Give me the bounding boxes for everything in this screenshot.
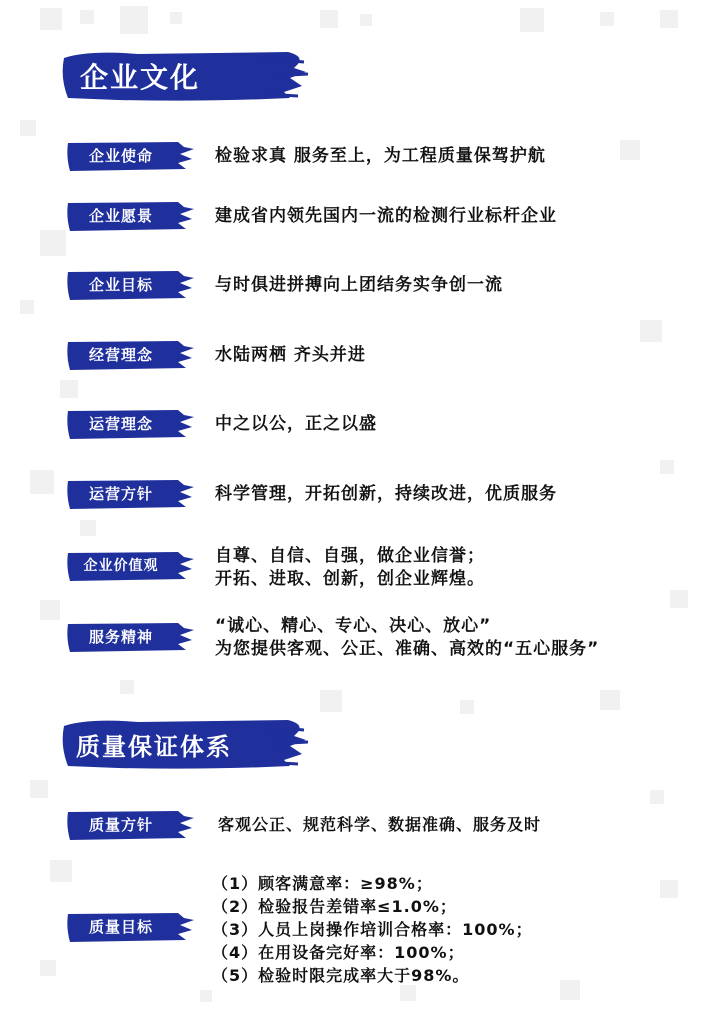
label-service-spirit: 服务精神 — [66, 620, 196, 654]
mission-text: 检验求真 服务至上，为工程质量保驾护航 — [215, 146, 546, 166]
goal-text: 与时俱进拼搏向上团结务实争创一流 — [215, 275, 503, 295]
culture-section-title — [58, 48, 308, 104]
service-spirit-text-line1: “诚心、精心、专心、决心、放心” — [215, 616, 492, 636]
quality-goal-list — [212, 872, 533, 987]
values-text-line2: 开拓、进取、创新，创企业辉煌。 — [215, 569, 485, 589]
label-values: 企业价值观 — [66, 549, 196, 583]
service-spirit-text-line2: 为您提供客观、公正、准确、高效的“五心服务” — [215, 639, 600, 659]
list-item: （3）人员上岗操作培训合格率：100%； — [212, 920, 533, 939]
business-philosophy-text: 水陆两栖 齐头并进 — [215, 345, 366, 365]
operation-policy-text: 科学管理，开拓创新，持续改进，优质服务 — [215, 484, 557, 504]
label-mission: 企业使命 — [66, 139, 196, 173]
vision-text: 建成省内领先国内一流的检测行业标杆企业 — [215, 206, 557, 226]
quality-title-text: 质量保证体系 — [76, 733, 232, 761]
label-vision: 企业愿景 — [66, 199, 196, 233]
label-operation-policy: 运营方针 — [66, 477, 196, 511]
list-item: （5）检验时限完成率大于98%。 — [212, 966, 470, 985]
list-item: （2）检验报告差错率≤1.0%； — [212, 897, 457, 916]
label-goal: 企业目标 — [66, 268, 196, 302]
label-business-philosophy: 经营理念 — [66, 338, 196, 372]
values-text-line1: 自尊、自信、自强，做企业信誉； — [215, 546, 485, 566]
culture-title-text: 企业文化 — [80, 61, 201, 94]
label-operation-philosophy: 运营理念 — [66, 407, 196, 441]
list-item: （1）顾客满意率：≥98%； — [212, 874, 433, 893]
operation-philosophy-text: 中之以公，正之以盛 — [215, 414, 377, 434]
label-quality-goal: 质量目标 — [66, 910, 196, 944]
quality-section-title — [58, 716, 308, 772]
label-quality-policy: 质量方针 — [66, 808, 196, 842]
list-item: （4）在用设备完好率：100%； — [212, 943, 465, 962]
quality-policy-text: 客观公正、规范科学、数据准确、服务及时 — [218, 815, 542, 834]
